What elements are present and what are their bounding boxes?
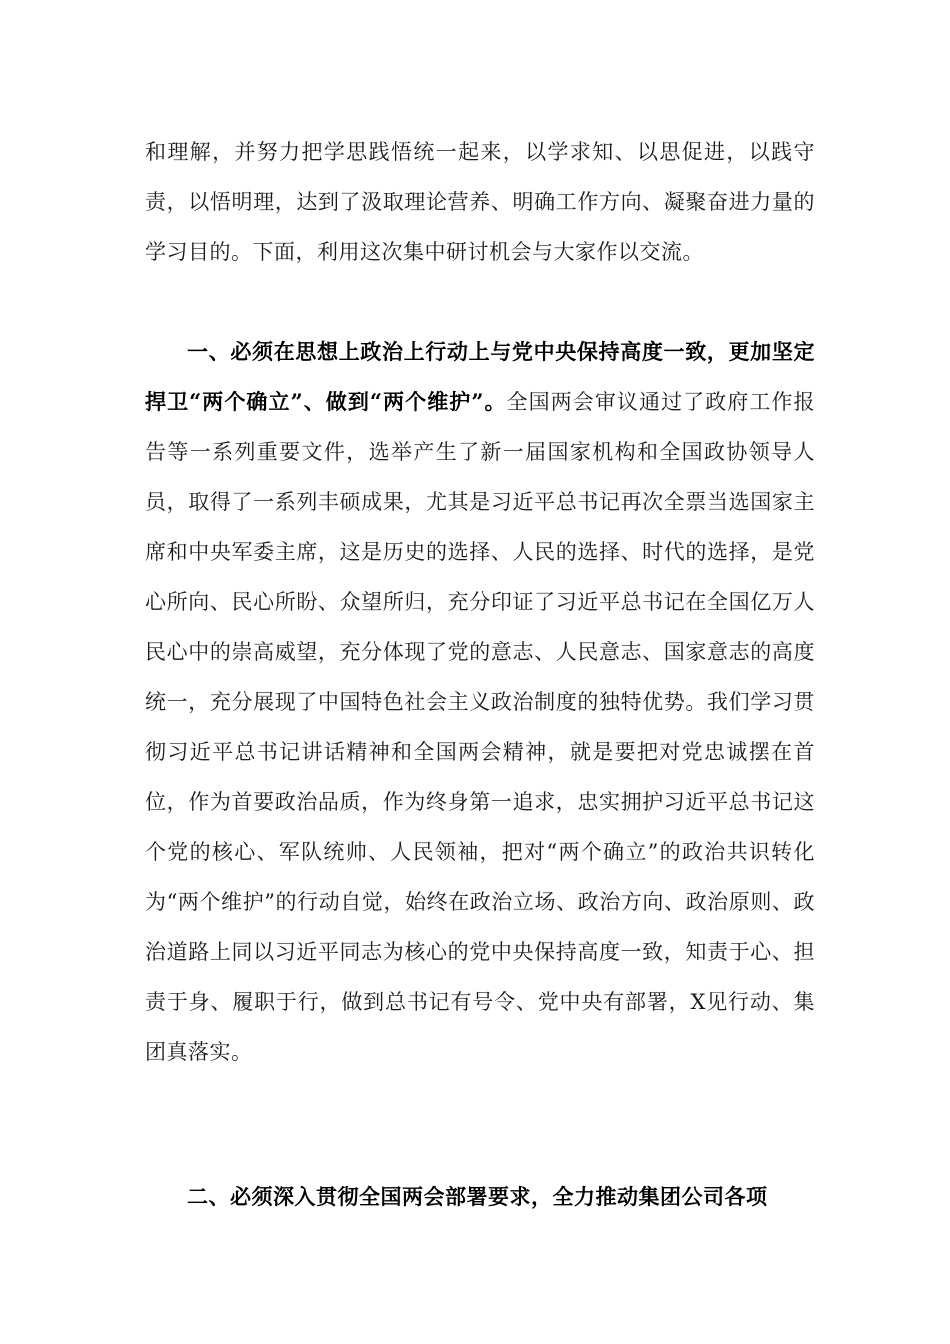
- section-1-heading: 一、必须在思想上政治上行动上与党中央保持高度一致，更加坚定捍卫“两个确立”、做到“两个维护”。: [145, 339, 815, 414]
- section-1-paragraph: [145, 327, 815, 1077]
- section-2-heading: 二、必须深入贯彻全国两会部署要求，全力推动集团公司各项: [187, 1184, 768, 1209]
- section-1-body: 全国两会审议通过了政府工作报告等一系列重要文件，选举产生了新一届国家机构和全国政协领导人员，取得了一系列丰硕成果，尤其是习近平总书记再次全票当选国家主席和中央军委主席，这是历史的选择、人民的选择、时代的选择，是党心所向、民心所盼、众望所归，充分印证了习近平总书记在全国亿万人民心中的崇高威望，充分体现了党的意志、人民意志、国家意志的高度统一，充分展现了中国特色社会主义政治制度的独特优势。我们学习贯彻习近平总书记讲话精神和全国两会精神，就是要把对党忠诚摆在首位，作为首要政治品质，作为终身第一追求，忠实拥护习近平总书记这个党的核心、军队统帅、人民领袖，把对“两个确立”的政治共识转化为“两个维护”的行动自觉，始终在政治立场、政治方向、政治原则、政治道路上同以习近平同志为核心的党中央保持高度一致，知责于心、担责于身、履职于行，做到总书记有号令、党中央有部署，X见行动、集团真落实。: [145, 390, 815, 1064]
- section-2-paragraph: [145, 1172, 815, 1222]
- paragraph-intro-continuation: 和理解，并努力把学思践悟统一起来，以学求知、以思促进，以践守责，以悟明理，达到了汲取理论营养、明确工作方向、凝聚奋进力量的学习目的。下面，利用这次集中研讨机会与大家作以交流。: [145, 140, 815, 264]
